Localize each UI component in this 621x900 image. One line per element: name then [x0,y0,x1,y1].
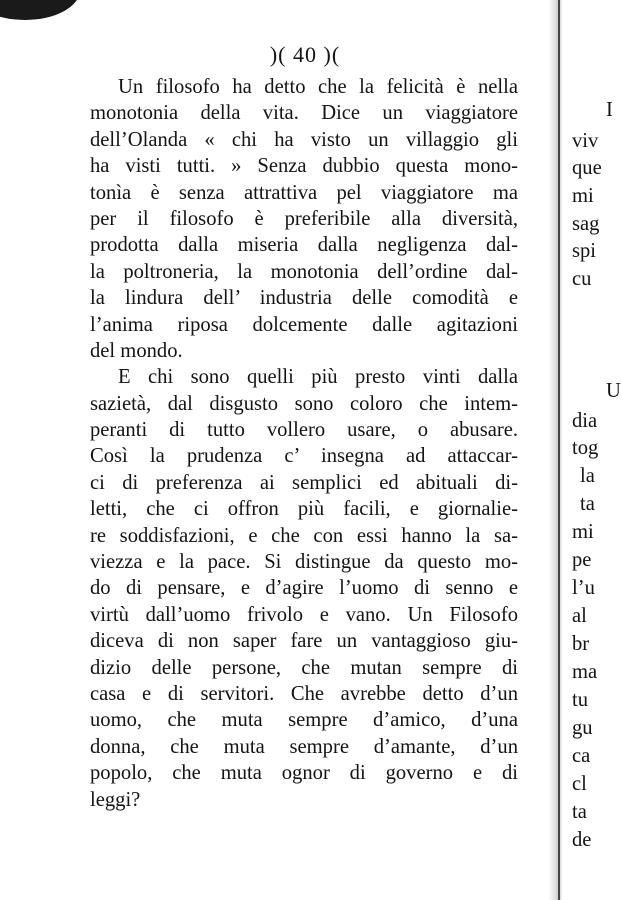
page-number: )( 40 )( [269,42,341,67]
text-line: l’anima riposa dolcemente dalle agitazioni [90,313,518,336]
text-line: per il filosofo è preferibile alla diversità, [90,207,518,230]
facing-page-text: U [606,380,621,402]
paragraph-1 [90,74,518,364]
paragraph-2 [90,364,518,813]
facing-page-text: sag [572,213,600,235]
facing-page-text: ta [580,493,595,515]
text-line: Così la prudenza c’ insegna ad attaccar- [90,445,518,468]
facing-page-text: que [572,157,602,179]
text-line: ci di preferenza ai semplici ed abituali di- [90,471,518,494]
facing-page-text: de [572,829,592,851]
facing-page-text: ma [572,661,598,683]
text-line: re soddisfazioni, e che con essi hanno la sa- [90,524,518,547]
facing-page-text: br [572,633,590,655]
text-line: peranti di tutto vollero usare, o abusare. [90,419,518,442]
facing-page-text: cu [572,268,592,290]
text-line: Un filosofo ha detto che la felicità è nella [118,76,518,98]
main-text-block [90,74,518,813]
text-line: dell’Olanda « chi ha visto un villaggio gli [90,128,518,151]
text-line: sazietà, dal disgusto sono coloro che intem- [90,392,518,415]
text-line: diceva di non saper fare un vantaggioso giu- [90,630,518,653]
facing-page-text: tog [572,437,599,459]
text-line: E chi sono quelli più presto vinti dalla [118,366,518,389]
page-corner-shadow [0,0,80,20]
text-line: do di pensare, e d’agire l’uomo di senno e [90,577,518,600]
facing-page-text: cl [572,773,587,795]
text-line: monotonia della vita. Dice un viaggiatore [90,102,518,125]
text-line: uomo, che muta sempre d’amico, d’una [90,709,518,732]
facing-page-text: al [572,605,587,627]
text-line: viezza e la pace. Si distingue da questo mo- [90,551,518,574]
facing-page-text: dia [572,410,598,432]
text-line: tonìa è senza attrattiva pel viaggiatore ma [90,181,518,204]
text-line: del mondo. [90,339,183,362]
gutter-edge [558,0,560,900]
facing-page-text: pe [572,549,592,571]
facing-page-text: I [606,99,613,121]
text-line: donna, che muta sempre d’amante, d’un [90,735,518,758]
text-line: la lindura dell’ industria delle comodità e [90,287,518,310]
facing-page-text: la [580,465,595,487]
facing-page-text: viv [572,130,599,152]
facing-page-text: ca [572,745,591,767]
facing-page-text: mi [572,521,594,543]
facing-page-text: spi [572,240,597,262]
facing-page-text: gu [572,717,593,739]
facing-page-text: ta [572,801,587,823]
facing-page-fragment [572,0,621,900]
text-line: virtù dall’uomo frivolo e vano. Un Filosofo [90,603,518,626]
text-line: popolo, che muta ognor di governo e di [90,762,518,785]
text-line: leggi? [90,788,141,811]
text-line: dizio delle persone, che mutan sempre di [90,656,518,679]
text-line: ha visti tutti. » Senza dubbio questa mono- [90,155,518,178]
text-line: prodotta dalla miseria dalla negligenza dal- [90,234,518,257]
facing-page-text: tu [572,689,589,711]
text-line: letti, che ci offron più facili, e giornalie- [90,498,518,521]
text-line: casa e di servitori. Che avrebbe detto d’un [90,682,518,705]
facing-page-text: l’u [572,577,595,599]
facing-page-text: mi [572,185,594,207]
text-line: la poltroneria, la monotonia dell’ordine dal- [90,260,518,283]
